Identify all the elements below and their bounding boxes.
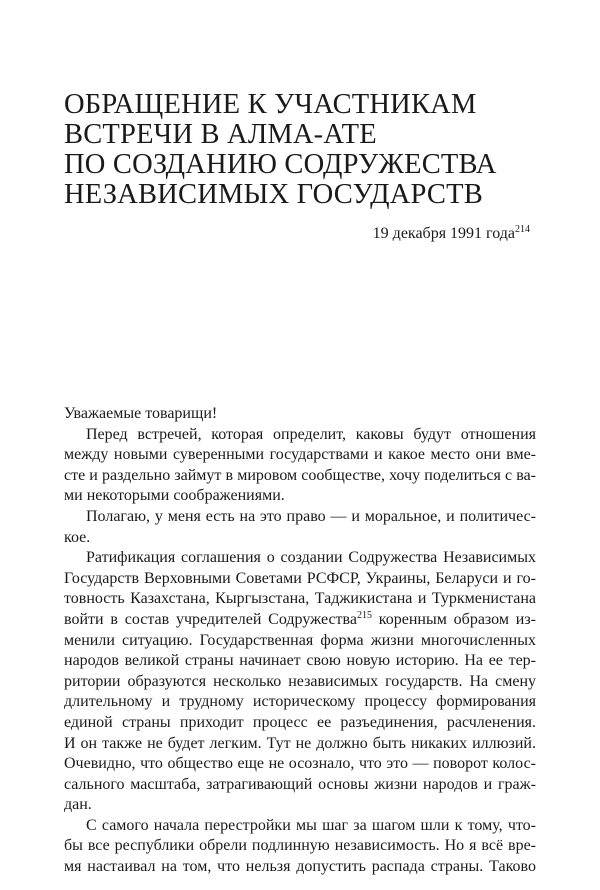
paragraph-3-line bbox=[64, 610, 536, 631]
date-line bbox=[373, 224, 530, 244]
body-text bbox=[64, 404, 536, 878]
title-line-4: НЕЗАВИСИМЫХ ГОСУДАРСТВ bbox=[64, 179, 483, 210]
paragraph-3-line: Ратификация соглашения о создании Содружества Независимых bbox=[86, 549, 536, 567]
page-title bbox=[64, 90, 554, 210]
paragraph-4-line: мя настаивал на том, что нельзя допустить распада страны. Таково bbox=[64, 858, 536, 876]
paragraph-3-line: длительному и трудному историческому процессу формирования bbox=[64, 693, 536, 711]
title-line-2: ВСТРЕЧИ В АЛМА-АТЕ bbox=[64, 119, 377, 150]
paragraph-3-line: сального масштаба, затрагивающий основы жизни народов и граж- bbox=[64, 775, 536, 793]
paragraph-2-line: кое. bbox=[64, 528, 91, 546]
paragraph-3-line: единой страны приходит процесс ее разъединения, расчленения. bbox=[64, 713, 536, 731]
footnote-marker-215: 215 bbox=[357, 609, 372, 621]
title-line-1: ОБРАЩЕНИЕ К УЧАСТНИКАМ bbox=[64, 89, 477, 120]
paragraph-1-line: сте и раздельно займут в мировом сообществе, хочу поделиться с ва- bbox=[64, 466, 536, 484]
paragraph-1-line: ми некоторыми соображениями. bbox=[64, 487, 285, 505]
paragraph-4-line: бы все республики обрели подлинную независимость. Но я всё вре- bbox=[64, 837, 536, 855]
paragraph-3-line: ритории образуются несколько независимых государств. На смену bbox=[64, 672, 536, 690]
paragraph-1-line: между новыми суверенными государствами и какое место они вме- bbox=[64, 446, 536, 464]
paragraph-3-line: дан. bbox=[64, 796, 92, 814]
paragraph-3-line: Очевидно, что общество еще не осознало, что это — поворот колос- bbox=[64, 755, 536, 773]
paragraph-3-text: войти в состав учредителей Содружества bbox=[64, 610, 357, 628]
paragraph-2-line: Полагаю, у меня есть на это право — и моральное, и политичес- bbox=[86, 507, 536, 525]
paragraph-3-line: Государств Верховными Советами РСФСР, Украины, Беларуси и го- bbox=[64, 569, 536, 587]
paragraph-3-text: коренным образом из- bbox=[372, 610, 536, 628]
paragraph-3-line: И он также не будет легким. Тут не должно быть никаких иллюзий. bbox=[64, 734, 536, 752]
paragraph-4-line: С самого начала перестройки мы шаг за шагом шли к тому, что- bbox=[86, 816, 536, 834]
title-line-3: ПО СОЗДАНИЮ СОДРУЖЕСТВА bbox=[64, 149, 497, 180]
paragraph-3-line: менили ситуацию. Государственная форма жизни многочисленных bbox=[64, 631, 536, 649]
date-text: 19 декабря 1991 года bbox=[372, 225, 515, 242]
footnote-marker-214: 214 bbox=[515, 224, 530, 235]
greeting: Уважаемые товарищи! bbox=[64, 405, 218, 422]
paragraph-3-line: товность Казахстана, Кыргызстана, Таджикистана и Туркменистана bbox=[64, 590, 536, 608]
paragraph-3-line: народов великой страны начинает свою новую историю. На ее тер- bbox=[64, 652, 536, 670]
paragraph-1-line: Перед встречей, которая определит, каковы будут отношения bbox=[86, 425, 536, 443]
